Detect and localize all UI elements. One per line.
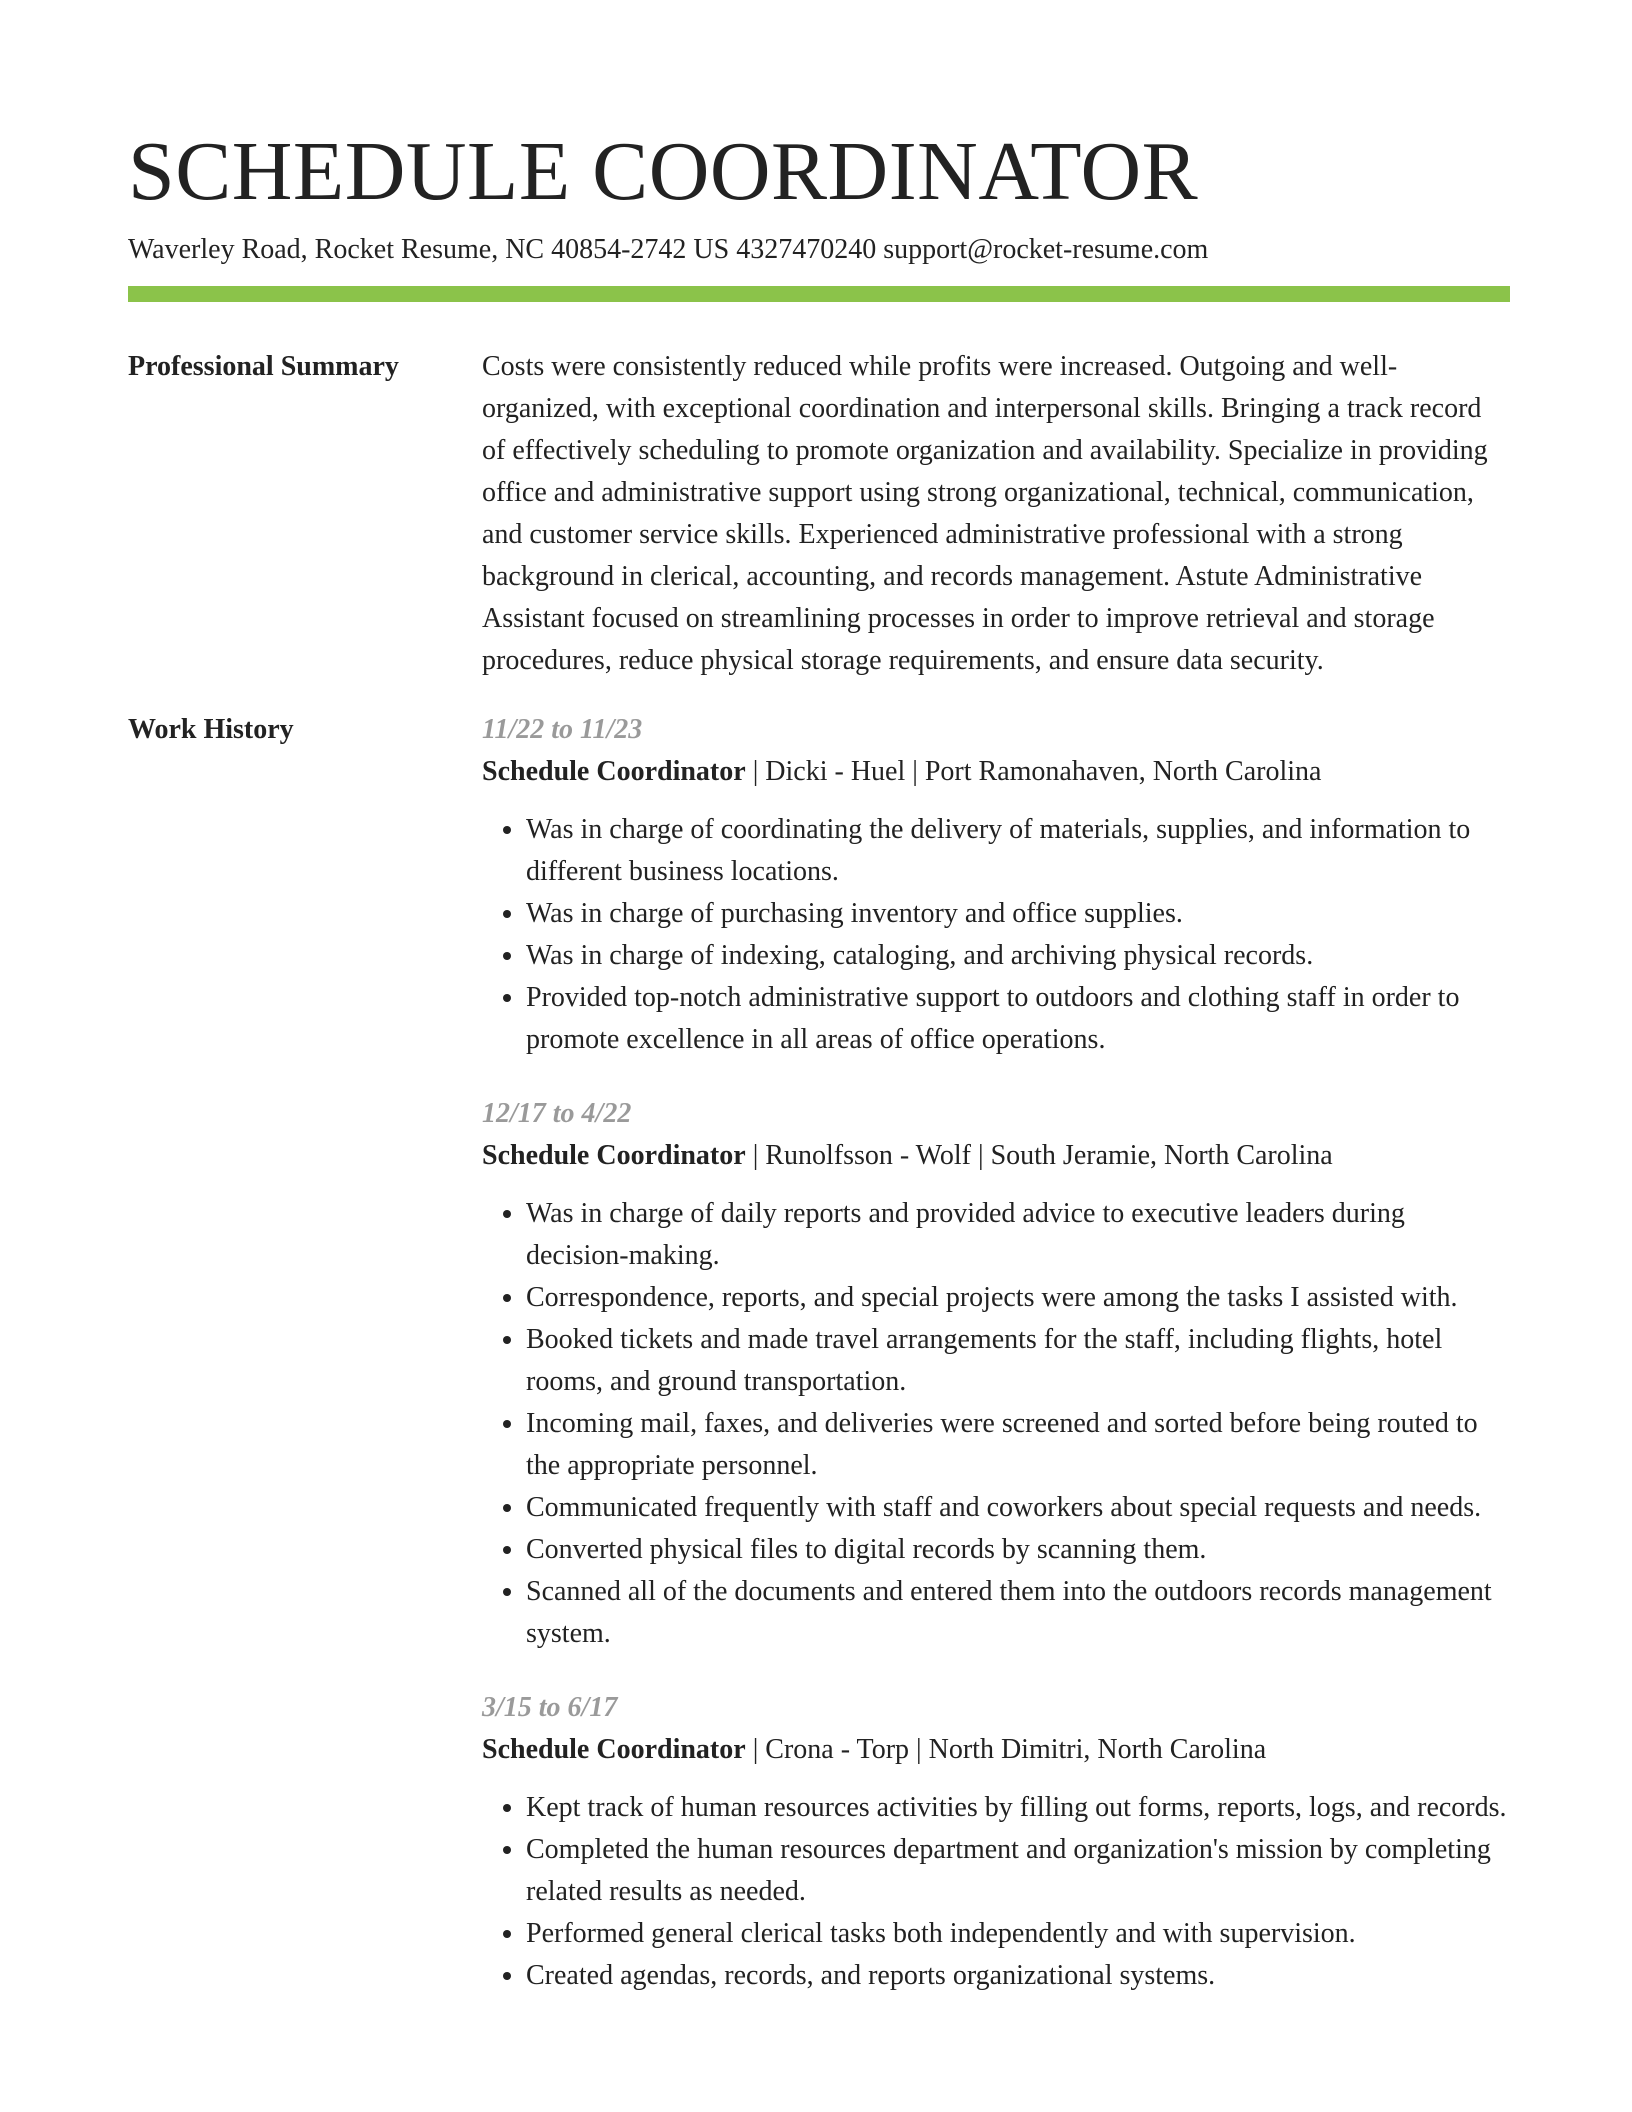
job-employer-location: | Runolfsson - Wolf | South Jeramie, North Carolina [745,1140,1333,1171]
job-duty: • Was in charge of purchasing inventory and office supplies. [526,893,1510,935]
job-heading [482,1729,1510,1771]
page-title: SCHEDULE COORDINATOR [128,125,1199,218]
job-duty: • Performed general clerical tasks both independently and with supervision. [526,1913,1510,1955]
job-duty: • Incoming mail, faxes, and deliveries were screened and sorted before being routed to the appropriate personnel. [526,1403,1510,1487]
job-employer-location: | Dicki - Huel | Port Ramonahaven, North Carolina [745,756,1322,787]
job-duty: • Was in charge of daily reports and provided advice to executive leaders during decision-making. [526,1193,1510,1277]
job-heading [482,1135,1510,1177]
job-duty: • Converted physical files to digital records by scanning them. [526,1529,1510,1571]
section-label-professional-summary: Professional Summary [128,351,399,382]
summary-body [482,346,1510,682]
job-duty: • Created agendas, records, and reports organizational systems. [526,1955,1510,1997]
job-duty: • Completed the human resources department and organization's mission by completing related results as needed. [526,1829,1510,1913]
job-duty: • Was in charge of coordinating the delivery of materials, supplies, and information to different business locations. [526,809,1510,893]
job-heading [482,751,1510,793]
job-duties-list [482,1193,1510,1655]
job-duties-list [482,809,1510,1061]
job-dates: 11/22 to 11/23 [482,714,643,745]
job-duty: • Kept track of human resources activities by filling out forms, reports, logs, and records. [526,1787,1510,1829]
contact-info: Waverley Road, Rocket Resume, NC 40854-2742 US 4327470240 support@rocket-resume.com [128,234,1209,265]
job-entry [482,1687,1510,1997]
job-duty: • Booked tickets and made travel arrangements for the staff, including flights, hotel rooms, and ground transportation. [526,1319,1510,1403]
header-divider [128,286,1510,302]
job-duty: • Provided top-notch administrative support to outdoors and clothing staff in order to promote excellence in all areas of office operations. [526,977,1510,1061]
job-dates: 12/17 to 4/22 [482,1098,632,1129]
job-duty: • Scanned all of the documents and entered them into the outdoors records management system. [526,1571,1510,1655]
job-entry [482,709,1510,1061]
job-entry [482,1093,1510,1655]
job-employer-location: | Crona - Torp | North Dimitri, North Carolina [745,1734,1267,1765]
job-duties-list [482,1787,1510,1997]
summary-text: Costs were consistently reduced while profits were increased. Outgoing and well-organized, with exceptional coordination and interpersonal skills. Bringing a track record of effectively scheduling to promote organization and availability. Specialize in providing office and administrative support using strong organizational, technical, communication, and customer service skills. Experienced administrative professional with a strong background in clerical, accounting, and records management. Astute Administrative Assistant focused on streamlining processes in order to improve retrieval and storage procedures, reduce physical storage requirements, and ensure data security. [482,351,1488,676]
job-title: Schedule Coordinator [482,1734,746,1765]
job-duty: • Was in charge of indexing, cataloging, and archiving physical records. [526,935,1510,977]
job-dates: 3/15 to 6/17 [482,1692,618,1723]
job-title: Schedule Coordinator [482,756,746,787]
job-duty: • Correspondence, reports, and special projects were among the tasks I assisted with. [526,1277,1510,1319]
work-history-body [482,709,1510,2029]
job-title: Schedule Coordinator [482,1140,746,1171]
job-duty: • Communicated frequently with staff and coworkers about special requests and needs. [526,1487,1510,1529]
section-label-work-history: Work History [128,714,294,745]
